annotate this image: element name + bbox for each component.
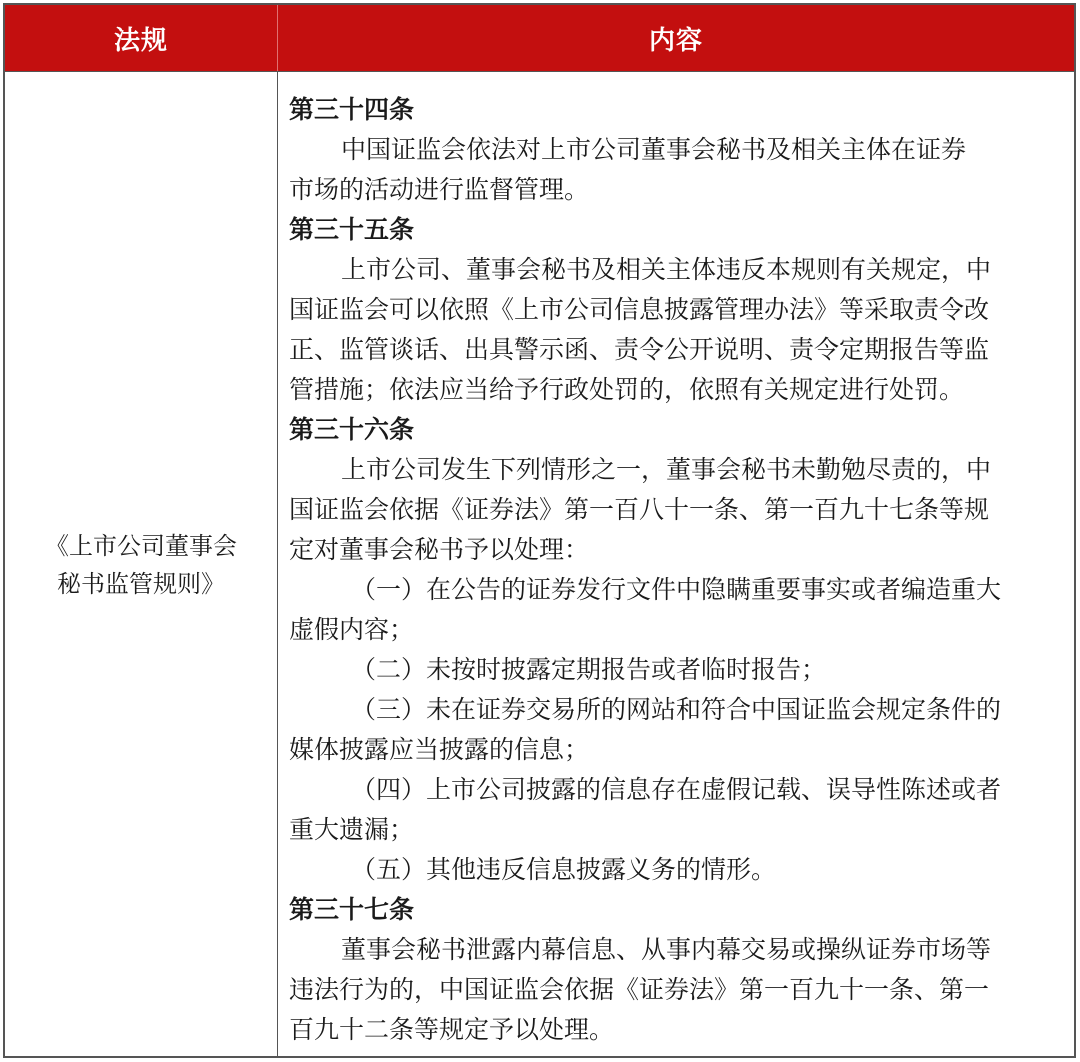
article-line: 中国证监会依法对上市公司董事会秘书及相关主体在证券 [341,135,967,164]
article-line: 国证监会可以依照《上市公司信息披露管理办法》等采取责令改 [289,295,990,324]
article-line: 市场的活动进行监督管理。 [289,175,590,204]
article-line: （二）未按时披露定期报告或者临时报告； [351,655,827,684]
law-name [26,527,256,603]
article-line: 违法行为的，中国证监会依据《证券法》第一百九十一条、第一 [289,975,990,1004]
article-line: 国证监会依据《证券法》第一百八十一条、第一百九十七条等规 [289,495,990,524]
article-line: （一）在公告的证券发行文件中隐瞒重要事实或者编造重大 [351,575,1002,604]
article-line: 董事会秘书泄露内幕信息、从事内幕交易或操纵证券市场等 [341,935,992,964]
article-line: 媒体披露应当披露的信息； [289,735,590,764]
table-header [5,5,1074,71]
article-body [289,450,1067,890]
article-line: （三）未在证券交易所的网站和符合中国证监会规定条件的 [351,695,1002,724]
article-title: 第三十四条 [289,95,415,124]
law-name-line2: 秘书监管规则》 [57,569,225,598]
article-line: 正、监管谈话、出具警示函、责令公开说明、责令定期报告等监 [289,335,990,364]
article-line: 虚假内容； [289,615,415,644]
article-line: 管措施；依法应当给予行政处罚的，依照有关规定进行处罚。 [289,375,965,404]
article-line: 上市公司发生下列情形之一，董事会秘书未勤勉尽责的，中 [341,455,992,484]
article-line: （四）上市公司披露的信息存在虚假记载、误导性陈述或者 [351,775,1002,804]
header-content: 内容 [648,25,703,56]
article-title: 第三十五条 [289,215,415,244]
article-line: 上市公司、董事会秘书及相关主体违反本规则有关规定，中 [341,255,992,284]
law-name-line1: 《上市公司董事会 [45,531,237,560]
article-title: 第三十七条 [289,895,415,924]
table-row [5,71,1074,1057]
regulation-table [3,3,1076,1058]
article-body [289,130,1067,210]
article-line: 重大遗漏； [289,815,415,844]
article-body [289,250,1067,410]
article-line: 定对董事会秘书予以处理： [289,535,590,564]
article-line: （五）其他违反信息披露义务的情形。 [351,855,777,884]
law-cell [5,72,278,1057]
article-body [289,930,1067,1050]
content-cell [289,90,1067,1050]
header-law: 法规 [5,5,278,71]
article-line: 百九十二条等规定予以处理。 [289,1015,615,1044]
article-title: 第三十六条 [289,415,415,444]
